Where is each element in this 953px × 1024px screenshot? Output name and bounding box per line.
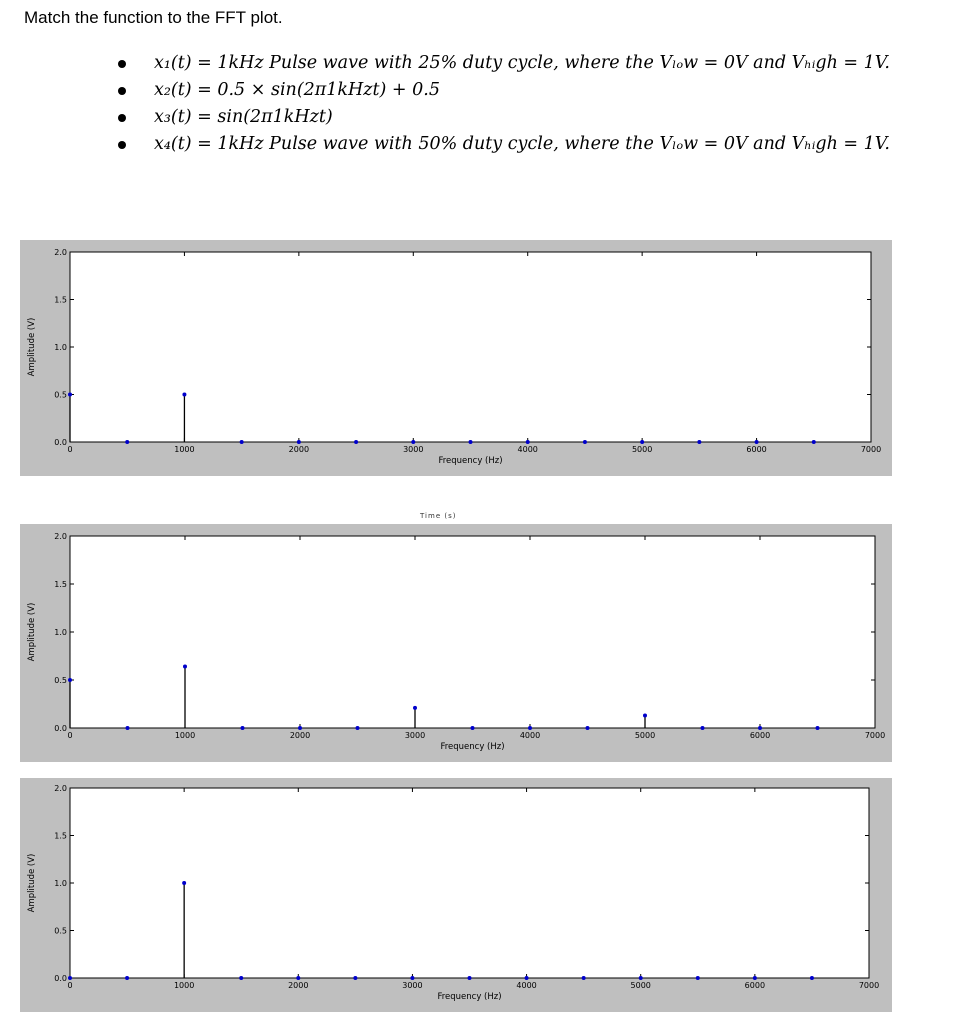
y-tick-label: 0.0 [54, 438, 67, 447]
stem-marker [583, 440, 587, 444]
stem-marker [182, 881, 186, 885]
bullet-icon [118, 87, 126, 95]
function-item-x4 [112, 131, 912, 158]
fft-plot-2 [20, 524, 892, 762]
stem-marker [643, 714, 647, 718]
function-text: x₄(t) = 1kHz Pulse wave with 50% duty cycle, where the Vₗₒw = 0V and Vₕᵢgh = 1V. [154, 134, 890, 154]
stem-marker [586, 726, 590, 730]
function-list [112, 50, 912, 158]
stem-marker [639, 976, 643, 980]
stem-marker [758, 726, 762, 730]
function-item-x1 [112, 50, 912, 77]
x-tick-label: 6000 [744, 981, 766, 990]
stem-marker [468, 976, 472, 980]
x-tick-label: 0 [67, 981, 73, 990]
y-axis-label: Amplitude (V) [27, 853, 37, 913]
stem-marker [413, 706, 417, 710]
cropped-axis-label: Time (s) [420, 512, 457, 520]
x-tick-label: 3000 [402, 981, 423, 990]
stem-marker [68, 678, 72, 682]
x-tick-label: 0 [67, 445, 73, 454]
x-tick-label: 1000 [174, 445, 195, 454]
y-tick-label: 0.5 [54, 926, 67, 936]
stem-marker [640, 440, 644, 444]
stem-marker [353, 976, 357, 980]
fft-panel-1 [20, 240, 892, 476]
stem-marker [125, 440, 129, 444]
stem-marker [697, 440, 701, 444]
stem-marker [68, 976, 72, 980]
plot-area [70, 788, 869, 978]
x-tick-label: 4000 [516, 981, 537, 990]
fft-panel-3 [20, 778, 892, 1012]
stem-marker [125, 976, 129, 980]
x-tick-label: 7000 [860, 445, 882, 454]
function-text: x₁(t) = 1kHz Pulse wave with 25% duty cycle, where the Vₗₒw = 0V and Vₕᵢgh = 1V. [154, 53, 890, 73]
fft-plot-1 [20, 240, 892, 476]
stem-marker [241, 726, 245, 730]
stem-marker [528, 726, 532, 730]
stem-marker [296, 976, 300, 980]
stem-marker [298, 726, 302, 730]
stem-marker [410, 976, 414, 980]
function-item-x3 [112, 104, 912, 131]
y-tick-label: 1.0 [54, 879, 67, 888]
x-tick-label: 0 [67, 731, 73, 740]
y-tick-label: 0.5 [54, 390, 67, 400]
function-text: x₃(t) = sin(2π1kHzt) [154, 107, 333, 127]
stem-marker [411, 440, 415, 444]
x-tick-label: 4000 [519, 731, 541, 740]
plot-area [70, 252, 871, 442]
bullet-icon [118, 114, 126, 122]
stem-marker [582, 976, 586, 980]
fft-plot-3 [20, 778, 892, 1012]
y-tick-label: 1.5 [54, 831, 67, 841]
x-tick-label: 4000 [517, 445, 538, 454]
stem-marker [701, 726, 705, 730]
x-tick-label: 5000 [631, 445, 653, 454]
x-tick-label: 6000 [749, 731, 771, 740]
stem-marker [183, 665, 187, 669]
y-axis-label: Amplitude (V) [27, 602, 37, 662]
x-tick-label: 2000 [288, 981, 309, 990]
plot-area [70, 536, 875, 728]
x-tick-label: 3000 [404, 731, 426, 740]
stem-marker [126, 726, 130, 730]
stem-marker [816, 726, 820, 730]
bullet-icon [118, 141, 126, 149]
stem-marker [696, 976, 700, 980]
y-tick-label: 1.0 [54, 343, 67, 352]
stem-marker [354, 440, 358, 444]
x-tick-label: 5000 [634, 731, 656, 740]
stem-marker [810, 976, 814, 980]
x-tick-label: 7000 [858, 981, 880, 990]
x-tick-label: 2000 [288, 445, 310, 454]
y-tick-label: 2.0 [54, 248, 67, 257]
y-tick-label: 0.0 [54, 974, 67, 983]
fft-panel-2 [20, 524, 892, 762]
y-tick-label: 2.0 [54, 784, 67, 793]
stem-marker [753, 976, 757, 980]
y-tick-label: 0.0 [54, 724, 67, 733]
stem-marker [182, 393, 186, 397]
x-tick-label: 2000 [289, 731, 311, 740]
stem-marker [525, 976, 529, 980]
x-tick-label: 7000 [864, 731, 886, 740]
y-axis-label: Amplitude (V) [27, 317, 37, 377]
y-tick-label: 1.0 [54, 628, 67, 637]
stem-marker [240, 440, 244, 444]
function-item-x2 [112, 77, 912, 104]
stem-marker [471, 726, 475, 730]
x-axis-label: Frequency (Hz) [438, 456, 503, 466]
stem-marker [239, 976, 243, 980]
stem-marker [469, 440, 473, 444]
x-tick-label: 6000 [746, 445, 767, 454]
y-tick-label: 1.5 [54, 295, 67, 305]
stem-marker [356, 726, 360, 730]
x-tick-label: 5000 [630, 981, 651, 990]
x-tick-label: 1000 [173, 981, 195, 990]
x-axis-label: Frequency (Hz) [437, 992, 502, 1002]
function-text: x₂(t) = 0.5 × sin(2π1kHzt) + 0.5 [154, 80, 440, 100]
bullet-icon [118, 60, 126, 68]
stem-marker [812, 440, 816, 444]
x-tick-label: 3000 [403, 445, 424, 454]
y-tick-label: 0.5 [54, 676, 67, 685]
y-tick-label: 2.0 [54, 532, 67, 541]
x-tick-label: 1000 [174, 731, 196, 740]
stem-marker [297, 440, 301, 444]
stem-marker [755, 440, 759, 444]
stem-marker [526, 440, 530, 444]
x-axis-label: Frequency (Hz) [440, 742, 505, 752]
y-tick-label: 1.5 [54, 580, 67, 589]
question-text: Match the function to the FFT plot. [24, 8, 283, 27]
stem-marker [68, 393, 72, 397]
